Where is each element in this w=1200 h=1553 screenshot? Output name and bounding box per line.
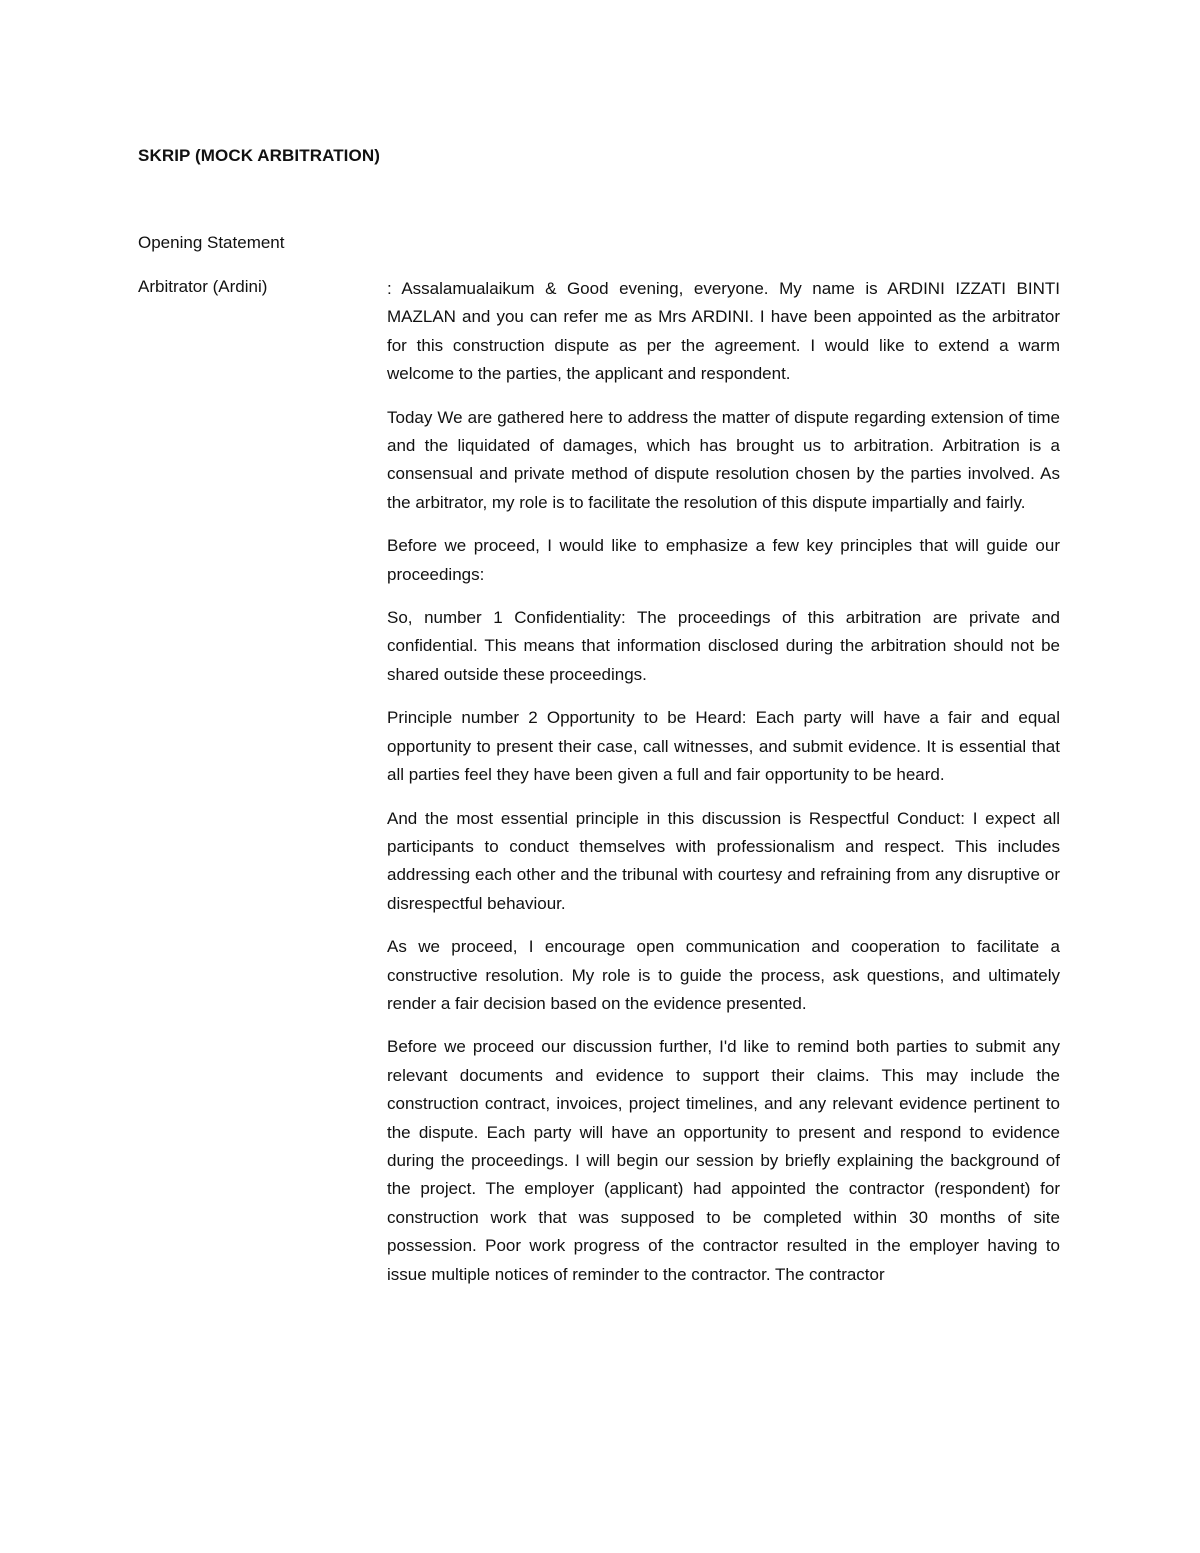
speech-paragraph: Before we proceed our discussion further, I'd like to remind both parties to submit any relevant documents and evidence to support their claims. This may include the construction contract, invoices, project timelines, and any relevant evidence pertinent to the dispute. Each party will have an opportunity to present and respond to evidence during the proceedings. I will begin our session by briefly explaining the background of the project. The employer (applicant) had appointed the contractor (respondent) for construction work that was supposed to be completed within 30 months of site possession. Poor work progress of the contractor resulted in the employer having to issue multiple notices of reminder to the contractor. The contractor [387, 1037, 1060, 1284]
section-heading: Opening Statement [138, 233, 285, 252]
speech-paragraph: : Assalamualaikum & Good evening, everyone. My name is ARDINI IZZATI BINTI MAZLAN and you can refer me as Mrs ARDINI. I have been appointed as the arbitrator for this construction dispute as per the agreement. I would like to extend a warm welcome to the parties, the applicant and respondent. [387, 279, 1060, 384]
speech-paragraph: So, number 1 Confidentiality: The proceedings of this arbitration are private and confidential. This means that information disclosed during the arbitration should not be shared outside these proceedings. [387, 608, 1060, 684]
speech-body [387, 275, 1060, 1289]
speech-paragraph: Today We are gathered here to address the matter of dispute regarding extension of time and the liquidated of damages, which has brought us to arbitration. Arbitration is a consensual and private method of dispute resolution chosen by the parties involved. As the arbitrator, my role is to facilitate the resolution of this dispute impartially and fairly. [387, 407, 1060, 512]
speech-paragraph: And the most essential principle in this discussion is Respectful Conduct: I expect all participants to conduct themselves with professionalism and respect. This includes addressing each other and the tribunal with courtesy and refraining from any disruptive or disrespectful behaviour. [387, 808, 1060, 913]
speech-paragraph: Principle number 2 Opportunity to be Heard: Each party will have a fair and equal opportunity to present their case, call witnesses, and submit evidence. It is essential that all parties feel they have been given a full and fair opportunity to be heard. [387, 708, 1060, 785]
document-title: SKRIP (MOCK ARBITRATION) [138, 146, 380, 165]
speech-paragraph: Before we proceed, I would like to emphasize a few key principles that will guide our proceedings: [387, 536, 1060, 584]
speaker-label: Arbitrator (Ardini) [138, 277, 268, 296]
speech-paragraph: As we proceed, I encourage open communication and cooperation to facilitate a constructive resolution. My role is to guide the process, ask questions, and ultimately render a fair decision based on the evidence presented. [387, 937, 1060, 1013]
